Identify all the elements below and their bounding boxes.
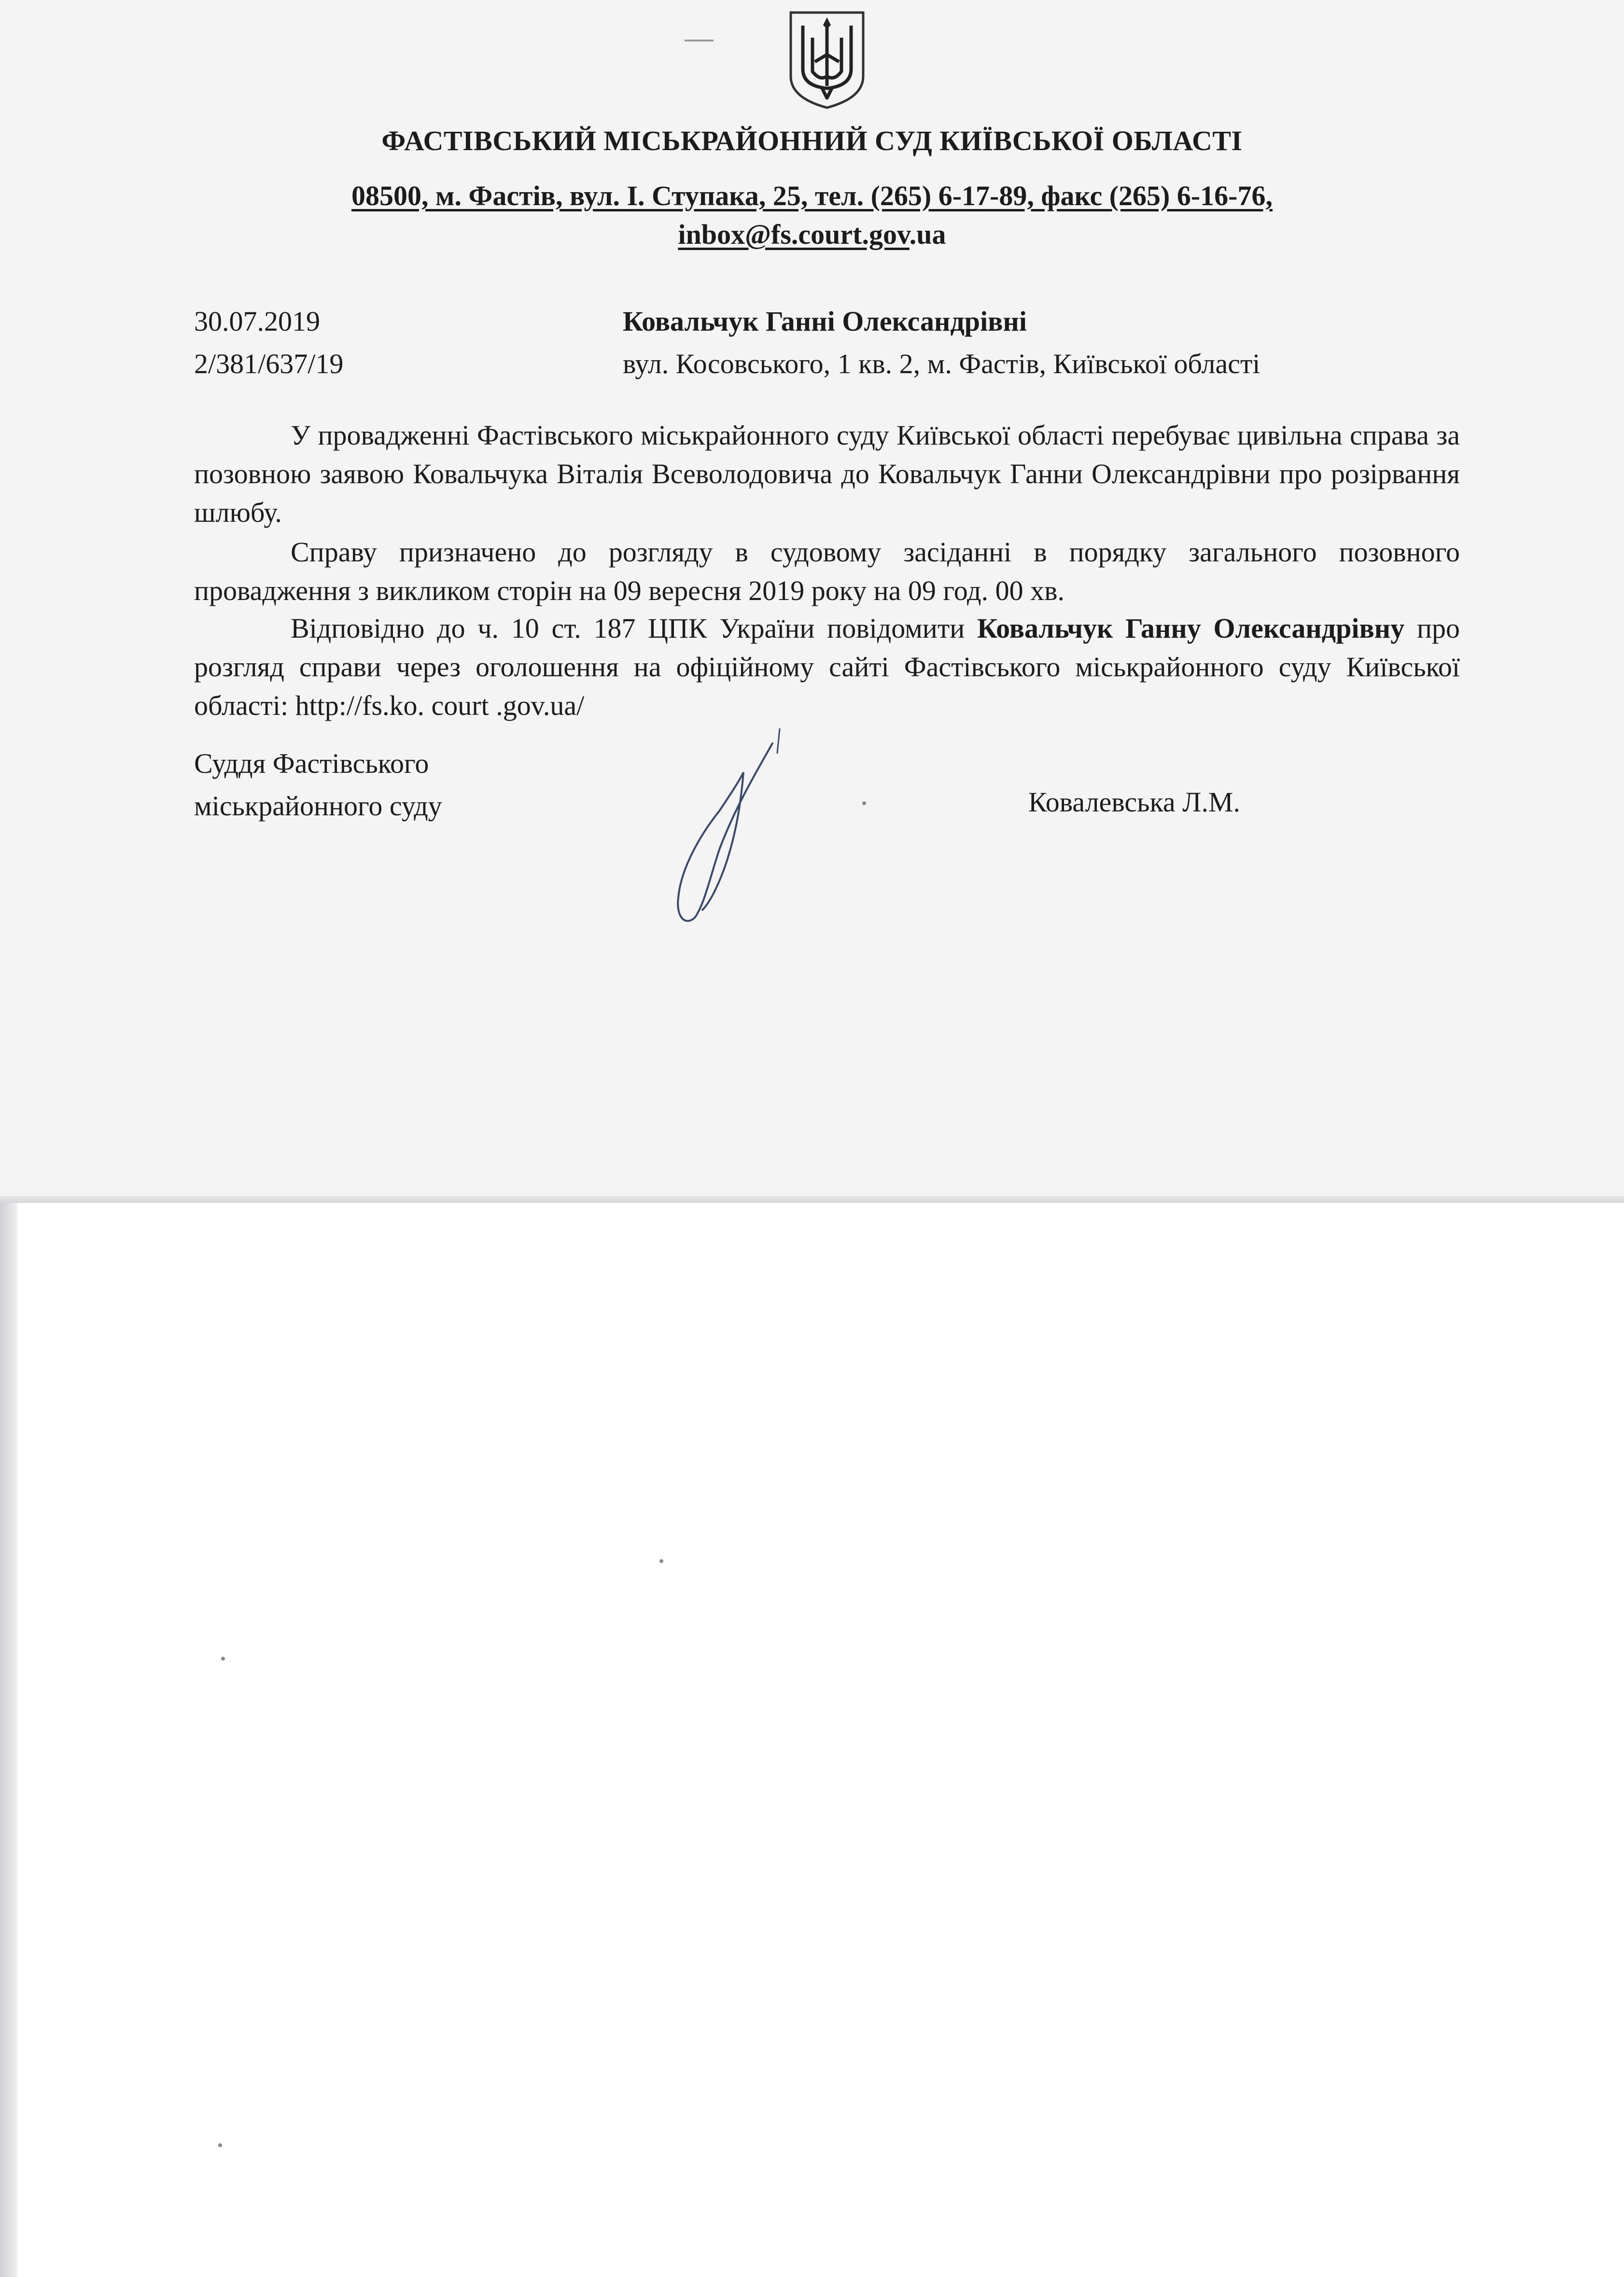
scan-mark (685, 40, 714, 42)
scan-speck (862, 801, 866, 805)
paragraph-notice-start: Відповідно до ч. 10 ст. 187 ЦПК України повідомити (291, 613, 965, 644)
court-title: ФАСТІВСЬКИЙ МІСЬКРАЙОННИЙ СУД КИЇВСЬКОЇ ОБЛАСТІ (381, 125, 1243, 156)
paragraph-proceedings-text: У провадженні Фастівського міськрайонного суду Київської області перебуває цивільна справа за позовною заявою Ковальчука Віталія Всеволодовича до Ковальчук Ганни Олександрівни про розірвання шлюбу. (194, 419, 1460, 528)
judge-position (194, 742, 442, 827)
paragraph-notice-bold: Ковальчук Ганну Олександрівну (977, 613, 1405, 644)
handwritten-signature (657, 724, 801, 936)
court-email (0, 218, 1624, 251)
recipient-address: вул. Косовського, 1 кв. 2, м. Фастів, Київської області (623, 348, 1260, 379)
paragraph-notice (194, 609, 1460, 725)
ukraine-trident-emblem-icon (781, 9, 873, 110)
judge-name: Ковалевська Л.М. (1028, 786, 1241, 818)
court-email-link[interactable]: inbox@fs.court.gov (678, 219, 910, 250)
scan-speck (218, 2143, 222, 2147)
judge-position-line1: Суддя Фастівського (194, 748, 429, 779)
recipient-name: Ковальчук Ганні Олександрівні (623, 306, 1027, 337)
court-email-suffix: .ua (909, 219, 946, 250)
scan-speck (221, 1657, 225, 1661)
blank-page-area (17, 1203, 1624, 2277)
letter-date: 30.07.2019 (194, 306, 320, 337)
paragraph-proceedings (194, 416, 1460, 532)
scan-left-shadow (0, 1203, 17, 2277)
paragraph-hearing-text: Справу призначено до розгляду в судовому засіданні в порядку загального позовного провадження з викликом сторін на 09 вересня 2019 року на 09 год. 00 хв. (194, 536, 1460, 606)
court-address: 08500, м. Фастів, вул. І. Ступака, 25, тел. (265) 6-17-89, факс (265) 6-16-76, (351, 180, 1273, 211)
scan-speck (659, 1559, 663, 1563)
paragraph-notice-end: про розгляд справи через оголошення на офіційному сайті Фастівського міськрайонного суду Київської області: http://fs.ko. court .gov.ua/ (194, 613, 1460, 721)
case-number: 2/381/637/19 (194, 348, 344, 379)
judge-position-line2: міськрайонного суду (194, 790, 442, 822)
sheet-edge-shadow (0, 1196, 1624, 1203)
paragraph-hearing (194, 533, 1460, 610)
